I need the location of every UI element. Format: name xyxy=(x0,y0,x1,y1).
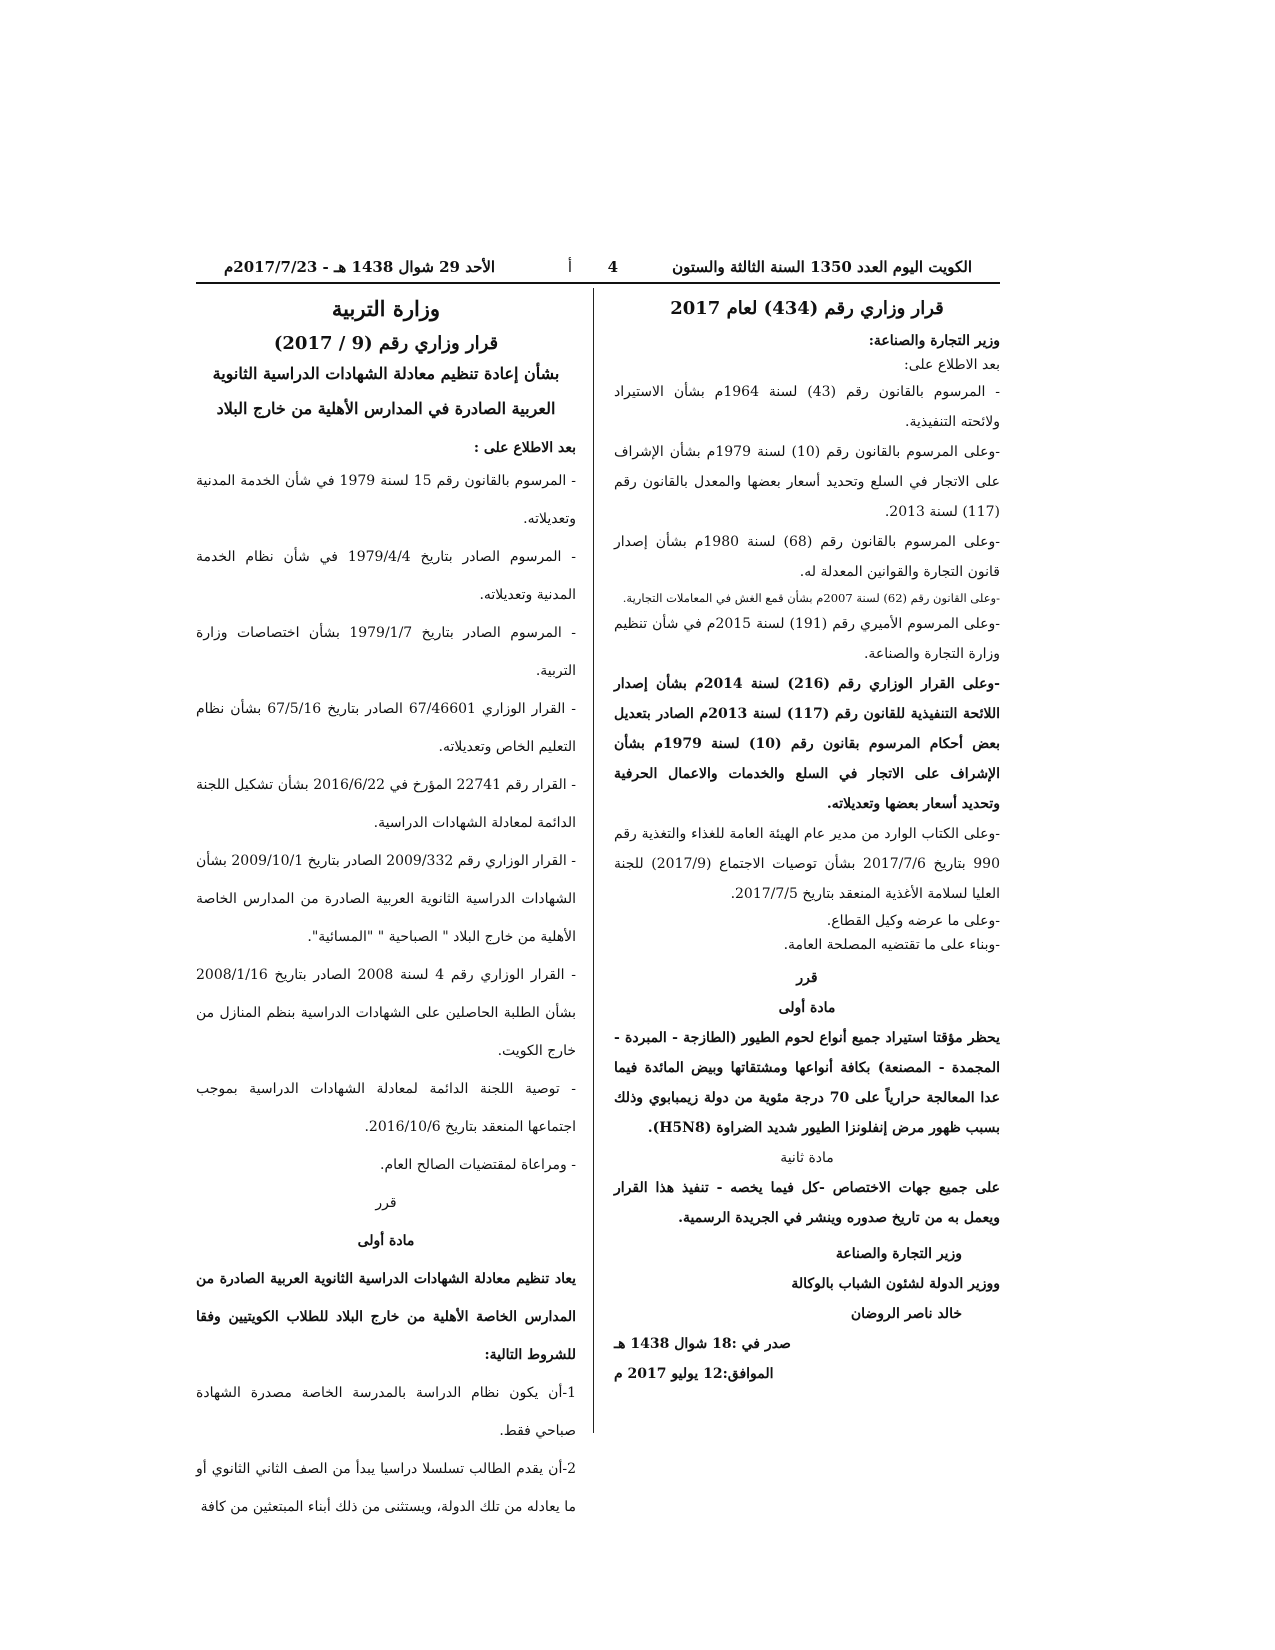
clause-item: - القرار الوزاري 67/46601 الصادر بتاريخ 67/5/16 بشأن نظام التعليم الخاص وتعديلاته. xyxy=(196,701,576,755)
clause-item: - القرار رقم 22741 المؤرخ في 2016/6/22 بشأن تشكيل اللجنة الدائمة لمعادلة الشهادات الدراسية. xyxy=(196,777,576,831)
clause-item: - المرسوم بالقانون رقم 15 لسنة 1979 في شأن الخدمة المدنية وتعديلاته. xyxy=(196,473,577,527)
issue-date: الأحد 29 شوال 1438 هـ - 2017/7/23م xyxy=(224,258,496,276)
article-1-text: يحظر مؤقتا استيراد جميع أنواع لحوم الطيور (الطازجة - المبردة - المجمدة - المصنعة) بكافة أنواعها ومشتقاتها وبيض المائدة فيما عدا المعالجة حرارياً على 70 درجة مئوية من دولة زيمبابوي وذلك بسبب ظهور مرض إنفلونزا الطيور شديد الضراوة (H5N8). xyxy=(614,1030,1001,1136)
clause-item: -وعلى المرسوم الأميري رقم (191) لسنة 2015م في شأن تنظيم وزارة التجارة والصناعة. xyxy=(614,616,1000,662)
article-2-title: مادة ثانية xyxy=(780,1150,834,1166)
clause-item: - القرار الوزاري رقم 4 لسنة 2008 الصادر بتاريخ 2008/1/16 بشأن الطلبة الحاصلين على الشهادات الدراسية بنظم المنازل من خارج الكويت. xyxy=(196,967,577,1059)
clause-item: -وعلى المرسوم بالقانون رقم (68) لسنة 1980م بشأن إصدار قانون التجارة والقوانين المعدلة له. xyxy=(614,534,1000,580)
decision-434-column xyxy=(614,292,1000,1389)
clause-item: - ومراعاة لمقتضيات الصالح العام. xyxy=(380,1157,576,1173)
decision-number: قرار وزاري رقم (9 / 2017) xyxy=(273,333,499,354)
after-review-line: بعد الاطلاع على : xyxy=(473,440,576,456)
column-divider xyxy=(593,288,594,1433)
corresponding-date: الموافق:12 يوليو 2017 م xyxy=(614,1366,774,1382)
clause-item: -وعلى المرسوم بالقانون رقم (10) لسنة 1979م بشأن الإشراف على الاتجار في السلع وتحديد أسعار بعضها والمعدل بالقانون رقم (117) لسنة 2013. xyxy=(614,444,1000,520)
section-mark: أ xyxy=(567,258,572,276)
page-header xyxy=(196,252,1000,284)
clause-item: -وعلى الكتاب الوارد من مدير عام الهيئة العامة للغذاء والتغذية رقم 990 بتاريخ 2017/7/6 بشأن توصيات الاجتماع (2017/9) للجنة العليا لسلامة الأغذية المنعقد بتاريخ 2017/7/5. xyxy=(614,826,1000,902)
article-2-text: على جميع جهات الاختصاص -كل فيما يخصه - تنفيذ هذا القرار ويعمل به من تاريخ صدوره وينشر في الجريدة الرسمية. xyxy=(614,1180,1000,1226)
article-1-text: يعاد تنظيم معادلة الشهادات الدراسية الثانوية العربية الصادرة من المدارس الخاصة الأهلية من خارج البلاد للطلاب الكويتيين وفقا للشروط التالية: xyxy=(196,1271,576,1363)
clause-item: -وعلى القرار الوزاري رقم (216) لسنة 2014م بشأن إصدار اللائحة التنفيذية للقانون رقم (117) لسنة 2013م الصادر بتعديل بعض أحكام المرسوم بقانون رقم (10) لسنة 1979م بشأن الإشراف على الاتجار في السلع والخدمات والاعمال الحرفية وتحديد أسعار بعضها وتعديلاته. xyxy=(614,676,1000,812)
clause-item: - المرسوم بالقانون رقم (43) لسنة 1964م بشأن الاستيراد ولائحته التنفيذية. xyxy=(614,384,1000,430)
signature-title: وزير التجارة والصناعة xyxy=(835,1246,962,1262)
condition-1: 1-أن يكون نظام الدراسة بالمدرسة الخاصة مصدرة الشهادة صباحي فقط. xyxy=(196,1385,576,1439)
decision-434-title: قرار وزاري رقم (434) لعام 2017 xyxy=(670,298,944,319)
condition-2: 2-أن يقدم الطالب تسلسلا دراسيا يبدأ من الصف الثاني الثانوي أو ما يعادله من تلك الدولة، ويستثنى من ذلك أبناء المبتعثين من كافة xyxy=(196,1461,576,1515)
gazette-page xyxy=(196,252,1001,1515)
clause-item: -وبناء على ما تقتضيه المصلحة العامة. xyxy=(783,937,1000,953)
clause-item: - القرار الوزاري رقم 2009/332 الصادر بتاريخ 2009/10/1 بشأن الشهادات الدراسية الثانوية العربية الصادرة من المدارس الخاصة الأهلية من خارج البلاد " الصباحية " "المسائية". xyxy=(196,853,576,945)
article-1-title: مادة أولى xyxy=(357,1233,415,1249)
page-number: 4 xyxy=(607,258,618,276)
publication-title: الكويت اليوم العدد 1350 السنة الثالثة والستون xyxy=(672,258,972,276)
decided-label: قرر xyxy=(796,970,818,986)
issued-date: صدر في :18 شوال 1438 هـ xyxy=(614,1336,791,1352)
article-1-title: مادة أولى xyxy=(778,1000,836,1016)
clause-item: - المرسوم الصادر بتاريخ 1979/1/7 بشأن اختصاصات وزارة التربية. xyxy=(196,625,576,679)
subject-line-2: العربية الصادرة في المدارس الأهلية من خارج البلاد xyxy=(216,399,556,418)
clause-item: - المرسوم الصادر بتاريخ 1979/4/4 في شأن نظام الخدمة المدنية وتعديلاته. xyxy=(196,549,576,603)
clause-item: -وعلى القانون رقم (62) لسنة 2007م بشأن قمع الغش في المعاملات التجارية. xyxy=(622,591,1000,605)
ministry-title: وزارة التربية xyxy=(331,296,441,321)
subject-line-1: بشأن إعادة تنظيم معادلة الشهادات الدراسية الثانوية xyxy=(212,364,560,383)
signature-name: خالد ناصر الروضان xyxy=(850,1306,962,1322)
clause-item: -وعلى ما عرضه وكيل القطاع. xyxy=(826,913,1000,929)
signature-title-2: ووزير الدولة لشئون الشباب بالوكالة xyxy=(791,1276,1000,1292)
clause-item: - توصية اللجنة الدائمة لمعادلة الشهادات الدراسية بموجب اجتماعها المنعقد بتاريخ 2016/10/6. xyxy=(196,1081,576,1135)
decided-label: قرر xyxy=(375,1195,397,1211)
education-decision-column xyxy=(196,292,576,1526)
minister-line: وزير التجارة والصناعة: xyxy=(868,333,1000,349)
after-review-line: بعد الاطلاع على: xyxy=(904,357,1000,373)
